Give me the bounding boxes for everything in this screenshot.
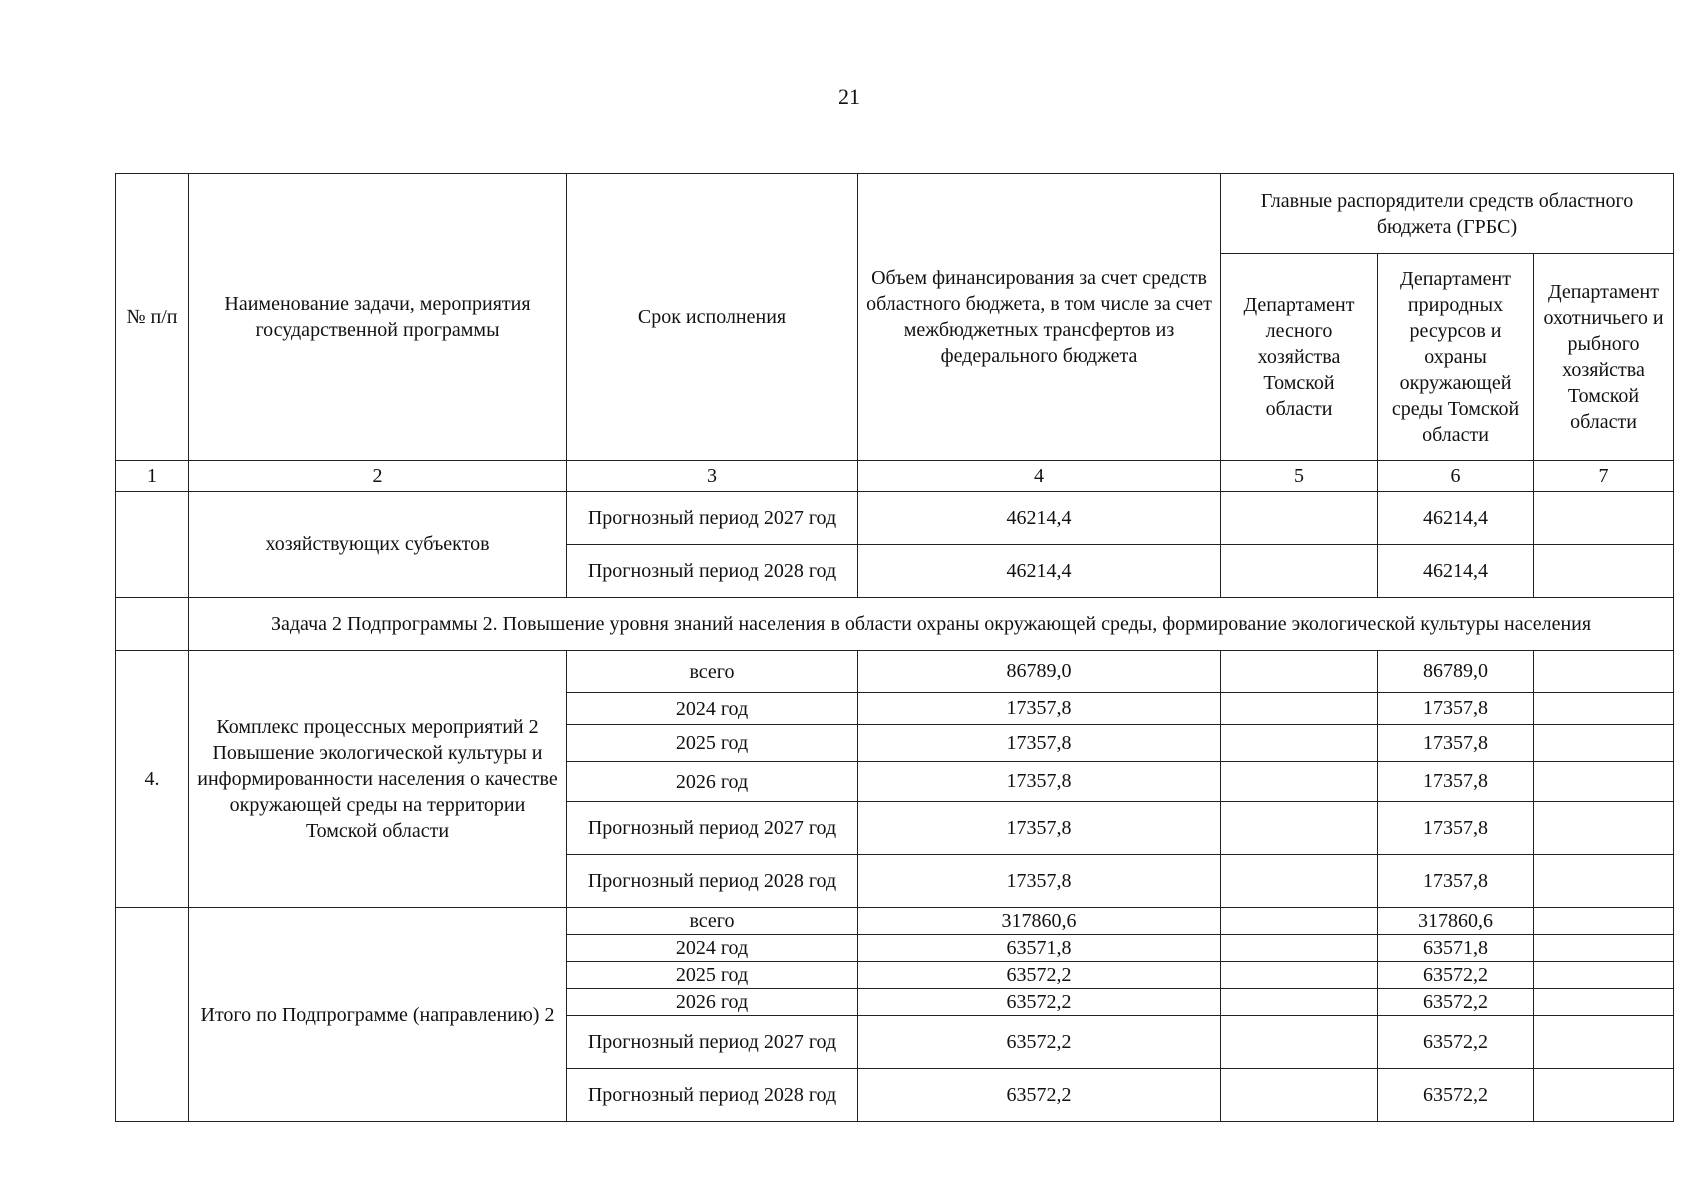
header-dept-nature: Департамент природных ресурсов и охраны окружающей среды Томской области xyxy=(1378,254,1534,461)
period-cell: 2026 год xyxy=(567,989,858,1016)
period-cell: всего xyxy=(567,651,858,693)
funding-total: 46214,4 xyxy=(858,545,1221,598)
period-cell: Прогнозный период 2028 год xyxy=(567,855,858,908)
column-number: 2 xyxy=(189,461,567,492)
table-row xyxy=(116,492,1674,545)
period-cell: 2025 год xyxy=(567,725,858,762)
column-number: 3 xyxy=(567,461,858,492)
funding-total: 17357,8 xyxy=(858,693,1221,725)
funding-total: 63572,2 xyxy=(858,1016,1221,1069)
total-name: Итого по Подпрограмме (направлению) 2 xyxy=(189,908,567,1122)
dept-nature-value: 86789,0 xyxy=(1378,651,1534,693)
period-cell: 2024 год xyxy=(567,693,858,725)
dept-hunting-value xyxy=(1534,1016,1674,1069)
task-title: Задача 2 Подпрограммы 2. Повышение уровня знаний населения в области охраны окружающей среды, формирование экологической культуры населения xyxy=(189,598,1674,651)
header-dept-forestry: Департамент лесного хозяйства Томской области xyxy=(1221,254,1378,461)
row-number-cell xyxy=(116,908,189,1122)
dept-hunting-value xyxy=(1534,908,1674,935)
item-name: Комплекс процессных мероприятий 2 Повышение экологической культуры и информированности населения о качестве окружающей среды на территории Томской области xyxy=(189,651,567,908)
dept-nature-value: 17357,8 xyxy=(1378,725,1534,762)
dept-hunting-value xyxy=(1534,989,1674,1016)
dept-forestry-value xyxy=(1221,492,1378,545)
funding-total: 17357,8 xyxy=(858,855,1221,908)
dept-nature-value: 46214,4 xyxy=(1378,545,1534,598)
dept-hunting-value xyxy=(1534,802,1674,855)
dept-hunting-value xyxy=(1534,725,1674,762)
period-cell: Прогнозный период 2028 год xyxy=(567,545,858,598)
column-number: 4 xyxy=(858,461,1221,492)
dept-nature-value: 63571,8 xyxy=(1378,935,1534,962)
dept-hunting-value xyxy=(1534,693,1674,725)
dept-forestry-value xyxy=(1221,1016,1378,1069)
funding-total: 63572,2 xyxy=(858,1069,1221,1122)
item-number: 4. xyxy=(116,651,189,908)
dept-nature-value: 317860,6 xyxy=(1378,908,1534,935)
header-grbs: Главные распорядители средств областного бюджета (ГРБС) xyxy=(1221,174,1674,254)
dept-nature-value: 63572,2 xyxy=(1378,1069,1534,1122)
period-cell: всего xyxy=(567,908,858,935)
dept-nature-value: 17357,8 xyxy=(1378,802,1534,855)
funding-total: 63572,2 xyxy=(858,962,1221,989)
dept-hunting-value xyxy=(1534,545,1674,598)
period-cell: Прогнозный период 2027 год xyxy=(567,492,858,545)
header-name: Наименование задачи, мероприятия государственной программы xyxy=(189,174,567,461)
dept-nature-value: 17357,8 xyxy=(1378,855,1534,908)
dept-nature-value: 63572,2 xyxy=(1378,989,1534,1016)
period-cell: 2025 год xyxy=(567,962,858,989)
funding-total: 17357,8 xyxy=(858,802,1221,855)
funding-total: 86789,0 xyxy=(858,651,1221,693)
column-number-row xyxy=(116,461,1674,492)
dept-hunting-value xyxy=(1534,855,1674,908)
dept-forestry-value xyxy=(1221,962,1378,989)
column-number: 5 xyxy=(1221,461,1378,492)
funding-total: 317860,6 xyxy=(858,908,1221,935)
dept-nature-value: 46214,4 xyxy=(1378,492,1534,545)
dept-hunting-value xyxy=(1534,1069,1674,1122)
funding-table xyxy=(115,173,1674,1122)
dept-forestry-value xyxy=(1221,651,1378,693)
column-number: 1 xyxy=(116,461,189,492)
funding-total: 63572,2 xyxy=(858,989,1221,1016)
funding-total: 17357,8 xyxy=(858,762,1221,802)
header-dept-hunting: Департамент охотничьего и рыбного хозяйства Томской области xyxy=(1534,254,1674,461)
column-number: 6 xyxy=(1378,461,1534,492)
period-cell: Прогнозный период 2028 год xyxy=(567,1069,858,1122)
funding-total: 63571,8 xyxy=(858,935,1221,962)
dept-forestry-value xyxy=(1221,855,1378,908)
period-cell: 2024 год xyxy=(567,935,858,962)
dept-hunting-value xyxy=(1534,492,1674,545)
header-funding: Объем финансирования за счет средств областного бюджета, в том числе за счет межбюджетных трансфертов из федерального бюджета xyxy=(858,174,1221,461)
dept-forestry-value xyxy=(1221,545,1378,598)
dept-nature-value: 63572,2 xyxy=(1378,1016,1534,1069)
header-number: № п/п xyxy=(116,174,189,461)
dept-hunting-value xyxy=(1534,962,1674,989)
dept-nature-value: 17357,8 xyxy=(1378,762,1534,802)
dept-forestry-value xyxy=(1221,725,1378,762)
dept-hunting-value xyxy=(1534,762,1674,802)
table-row xyxy=(116,651,1674,693)
dept-forestry-value xyxy=(1221,908,1378,935)
task-row xyxy=(116,598,1674,651)
dept-forestry-value xyxy=(1221,935,1378,962)
dept-forestry-value xyxy=(1221,802,1378,855)
page-number: 21 xyxy=(838,84,860,109)
funding-total: 46214,4 xyxy=(858,492,1221,545)
column-number: 7 xyxy=(1534,461,1674,492)
dept-forestry-value xyxy=(1221,762,1378,802)
dept-hunting-value xyxy=(1534,935,1674,962)
dept-hunting-value xyxy=(1534,651,1674,693)
funding-total: 17357,8 xyxy=(858,725,1221,762)
period-cell: Прогнозный период 2027 год xyxy=(567,802,858,855)
dept-nature-value: 63572,2 xyxy=(1378,962,1534,989)
header-term: Срок исполнения xyxy=(567,174,858,461)
dept-forestry-value xyxy=(1221,1069,1378,1122)
row-number-cell xyxy=(116,598,189,651)
period-cell: 2026 год xyxy=(567,762,858,802)
dept-forestry-value xyxy=(1221,989,1378,1016)
dept-nature-value: 17357,8 xyxy=(1378,693,1534,725)
continuation-name: хозяйствующих субъектов xyxy=(189,492,567,598)
period-cell: Прогнозный период 2027 год xyxy=(567,1016,858,1069)
table-row xyxy=(116,908,1674,935)
dept-forestry-value xyxy=(1221,693,1378,725)
row-number-cell xyxy=(116,492,189,598)
